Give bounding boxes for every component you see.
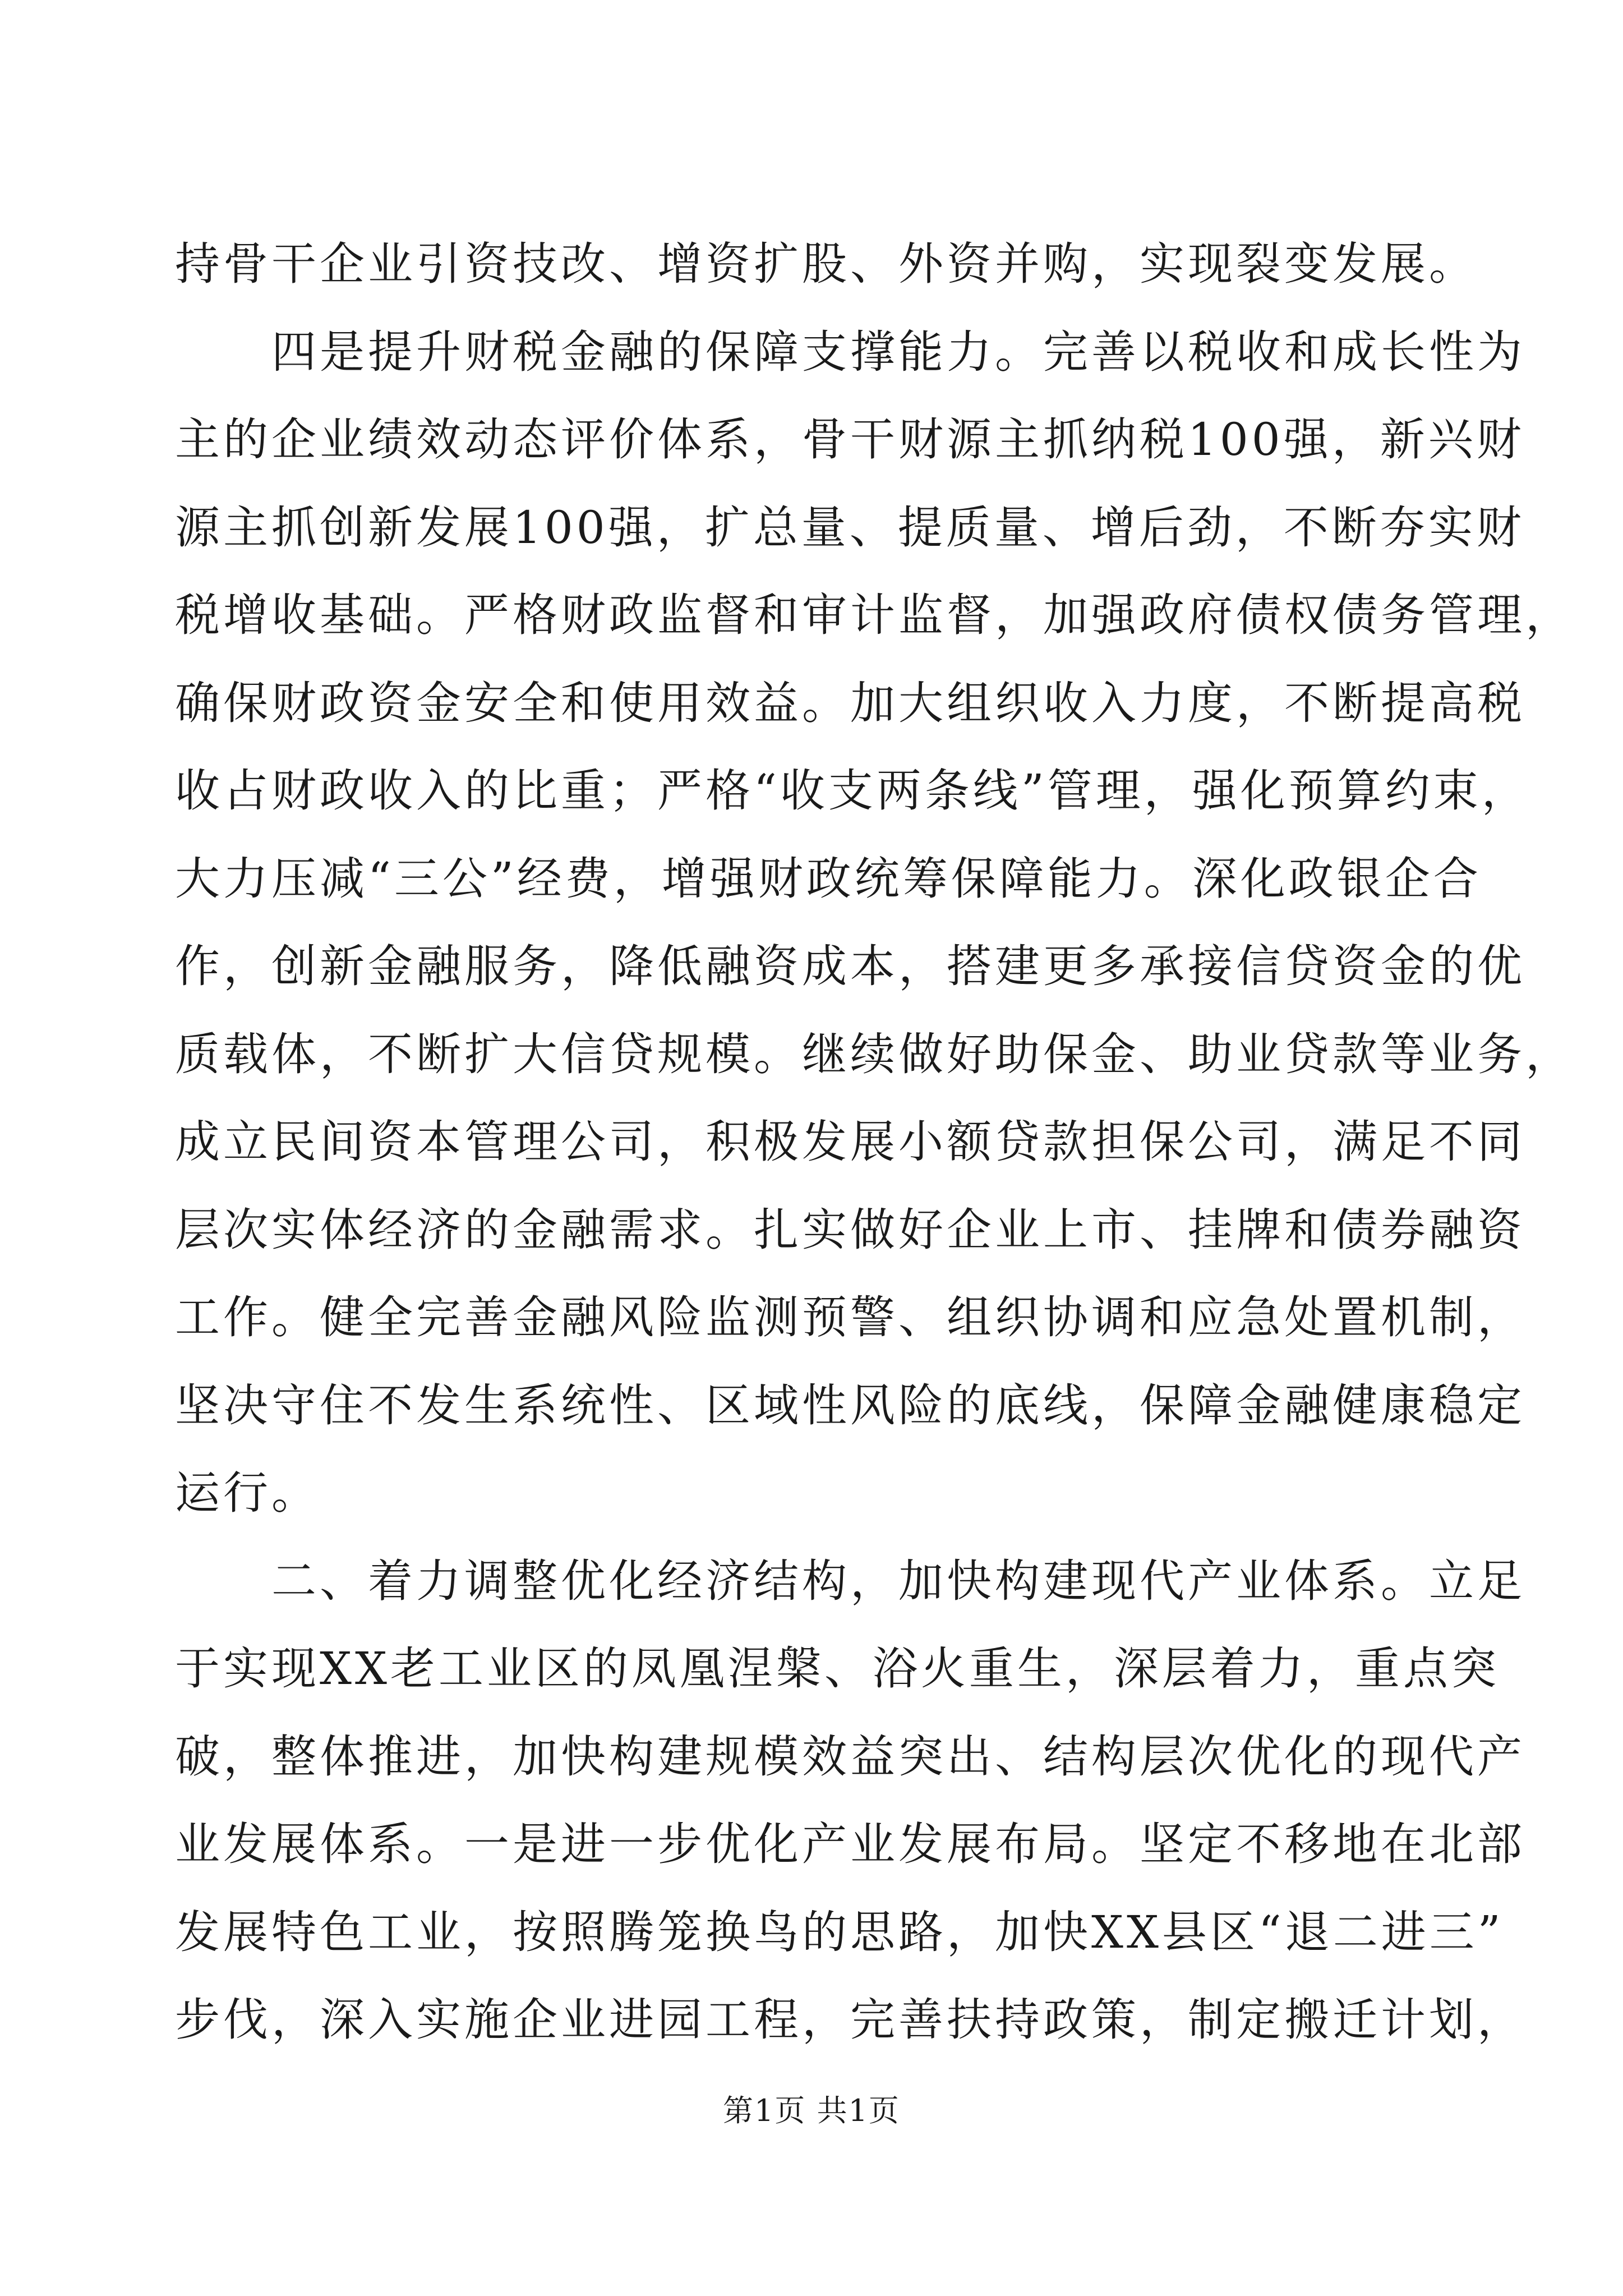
document-body bbox=[175, 220, 1574, 2064]
paragraph-line: 大力压减“三公”经费，增强财政统筹保障能力。深化政银企合 bbox=[175, 852, 1482, 905]
paragraph-line: 步伐，深入实施企业进园工程，完善扶持政策，制定搬迁计划， bbox=[175, 1994, 1525, 2046]
paragraph-line: 收占财政收入的比重；严格“收支两条线”管理，强化预算约束， bbox=[175, 765, 1530, 817]
paragraph-line: 主的企业绩效动态评价体系，骨干财源主抓纳税100强，新兴财 bbox=[175, 413, 1525, 466]
page-number: 第1页 共1页 bbox=[723, 2093, 900, 2128]
paragraph-line: 确保财政资金安全和使用效益。加大组织收入力度，不断提高税 bbox=[175, 677, 1525, 729]
paragraph-line: 业发展体系。一是进一步优化产业发展布局。坚定不移地在北部 bbox=[175, 1818, 1525, 1870]
paragraph-line: 作，创新金融服务，降低融资成本，搭建更多承接信贷资金的优 bbox=[175, 940, 1525, 992]
paragraph-line: 税增收基础。严格财政监督和审计监督，加强政府债权债务管理， bbox=[175, 589, 1574, 641]
paragraph-line: 于实现XX老工业区的凤凰涅槃、浴火重生，深层着力，重点突 bbox=[175, 1642, 1500, 1695]
paragraph-line: 运行。 bbox=[175, 1467, 320, 1519]
paragraph-line: 持骨干企业引资技改、增资扩股、外资并购，实现裂变发展。 bbox=[175, 238, 1477, 290]
paragraph-line: 四是提升财税金融的保障支撑能力。完善以税收和成长性为 bbox=[271, 325, 1525, 378]
paragraph-line: 破，整体推进，加快构建规模效益突出、结构层次优化的现代产 bbox=[175, 1730, 1525, 1783]
paragraph-line: 坚决守住不发生系统性、区域性风险的底线，保障金融健康稳定 bbox=[175, 1379, 1525, 1432]
paragraph-line: 成立民间资本管理公司，积极发展小额贷款担保公司，满足不同 bbox=[175, 1116, 1525, 1168]
paragraph-line: 二、着力调整优化经济结构，加快构建现代产业体系。立足 bbox=[271, 1554, 1525, 1607]
paragraph-line: 源主抓创新发展100强，扩总量、提质量、增后劲，不断夯实财 bbox=[175, 501, 1525, 554]
paragraph-line: 质载体，不断扩大信贷规模。继续做好助保金、助业贷款等业务， bbox=[175, 1028, 1574, 1080]
paragraph-line: 工作。健全完善金融风险监测预警、组织协调和应急处置机制， bbox=[175, 1291, 1525, 1343]
page-footer bbox=[0, 2087, 1623, 2130]
paragraph-line: 发展特色工业，按照腾笼换鸟的思路，加快XX县区“退二进三” bbox=[175, 1906, 1504, 1958]
paragraph-line: 层次实体经济的金融需求。扎实做好企业上市、挂牌和债券融资 bbox=[175, 1203, 1525, 1256]
